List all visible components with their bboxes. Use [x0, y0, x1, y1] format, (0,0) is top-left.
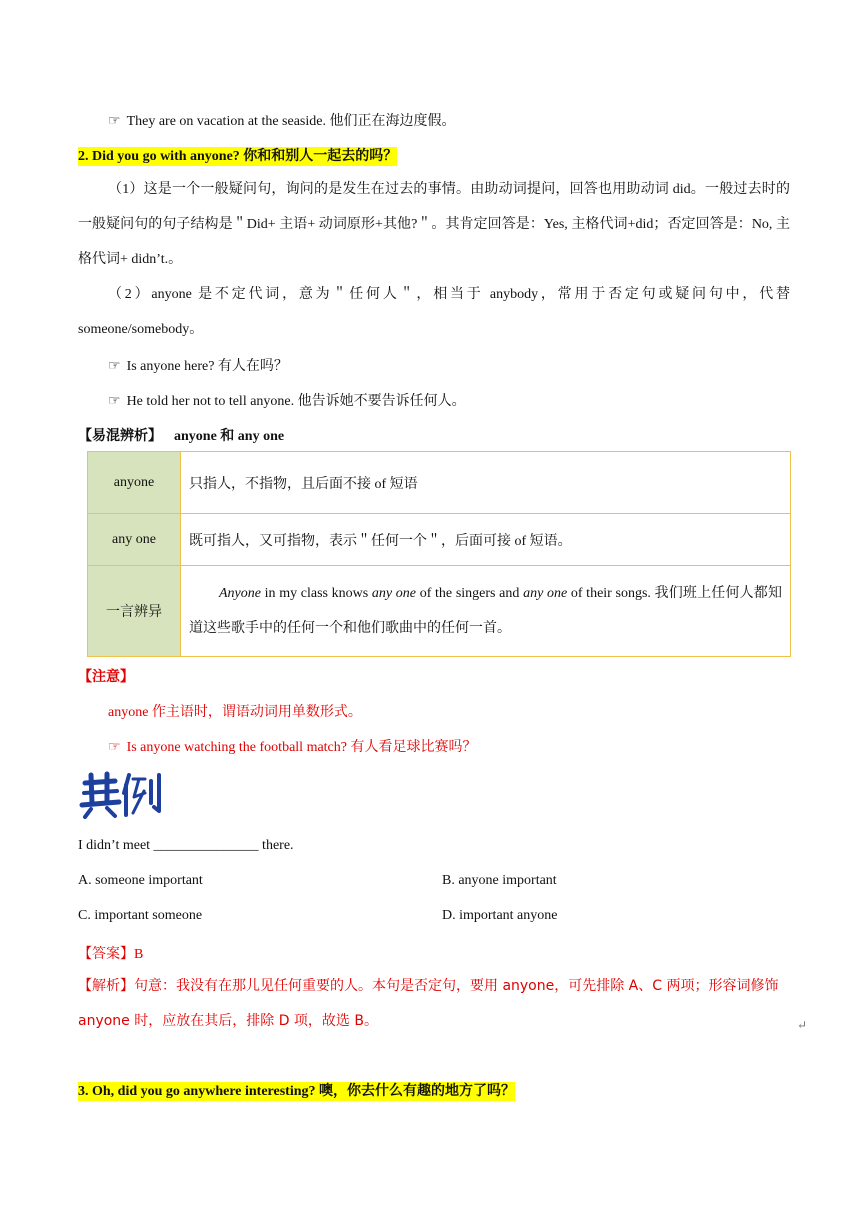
- table-value-cell: 既可指人，又可指物，表示＂任何一个＂，后面可接 of 短语。: [181, 514, 791, 566]
- note-example-text: Is anyone watching the football match? 有人看足球比赛吗？: [126, 740, 477, 755]
- example-vacation: [108, 110, 455, 130]
- example-tag-icon: [79, 769, 165, 819]
- table-text: of their songs. 我们班上任何人都知道这些歌手中的任何一个和他们歌曲中的任何一首。: [189, 586, 782, 636]
- section-heading-2: [78, 145, 397, 165]
- option-b: B. anyone important: [442, 873, 557, 888]
- table-key-cell: anyone: [88, 452, 181, 514]
- pointing-hand-icon: ☞: [108, 394, 121, 409]
- example-told-her-text: He told her not to tell anyone. 他告诉她不要告诉任何人。: [126, 394, 466, 409]
- confusion-heading: [78, 425, 284, 445]
- section-heading-3: [78, 1080, 515, 1100]
- table-key-cell: 一言辨异: [88, 566, 181, 657]
- pointing-hand-icon: ☞: [108, 740, 121, 755]
- option-c: C. important someone: [78, 908, 203, 923]
- answer-text: 【答案】B: [78, 947, 144, 962]
- table-row: [88, 514, 791, 566]
- pointing-hand-icon: ☞: [108, 114, 121, 129]
- paragraph-mark-icon: ↵: [797, 1018, 808, 1032]
- paragraph-1: （1）这是一个一般疑问句，询问的是发生在过去的事情。由助动词提问，回答也用助动词 did。一般过去时的一般疑问句的句子结构是＂Did+ 主语+ 动词原形+其他?＂。其肯定回答是：Yes, 主格代词+did；否定回答是：No, 主格代词+ didn’t.。: [78, 182, 790, 267]
- example-tag-logo: [79, 769, 165, 819]
- table-row: [88, 452, 791, 514]
- table-text: in my class knows: [260, 586, 372, 601]
- table-value-cell: [181, 566, 791, 657]
- confusion-label: 【易混辨析】: [78, 429, 162, 444]
- note-label: 【注意】: [78, 670, 134, 685]
- table-key-cell: any one: [88, 514, 181, 566]
- confusion-topic: anyone 和 any one: [174, 429, 285, 444]
- italic-any-one: any one: [371, 586, 417, 601]
- note-text: anyone 作主语时，谓语动词用单数形式。: [108, 705, 362, 720]
- option-a: A. someone important: [78, 873, 203, 888]
- example-anyone-here: [108, 355, 288, 375]
- question-text: I didn’t meet _______________ there.: [78, 838, 294, 853]
- pointing-hand-icon: ☞: [108, 359, 121, 374]
- table-value-cell: 只指人，不指物，且后面不接 of 短语: [181, 452, 791, 514]
- option-d: D. important anyone: [442, 908, 558, 923]
- note-example: [108, 736, 477, 756]
- italic-any-one: any one: [523, 586, 568, 601]
- example-told-her: [108, 390, 466, 410]
- explanation-text: 【解析】句意：我没有在那儿见任何重要的人。本句是否定句，要用 anyone，可先排除 A、C 两项；形容词修饰 anyone 时，应放在其后，排除 D 项，故选 B。: [78, 978, 779, 1029]
- example-vacation-text: They are on vacation at the seaside. 他们正在海边度假。: [126, 114, 456, 129]
- paragraph-2: （2）anyone 是不定代词，意为＂任何人＂，相当于 anybody，常用于否定句或疑问句中，代替 someone/somebody。: [78, 287, 790, 337]
- table-row: [88, 566, 791, 657]
- comparison-table: [87, 451, 791, 657]
- example-anyone-here-text: Is anyone here? 有人在吗？: [126, 359, 288, 374]
- italic-anyone: Anyone: [219, 586, 261, 601]
- section-heading-3-text: 3. Oh, did you go anywhere interesting? 噢，你去什么有趣的地方了吗？: [78, 1084, 516, 1099]
- section-heading-2-text: 2. Did you go with anyone? 你和和别人一起去的吗？: [78, 149, 398, 164]
- table-text: of the singers and: [416, 586, 524, 601]
